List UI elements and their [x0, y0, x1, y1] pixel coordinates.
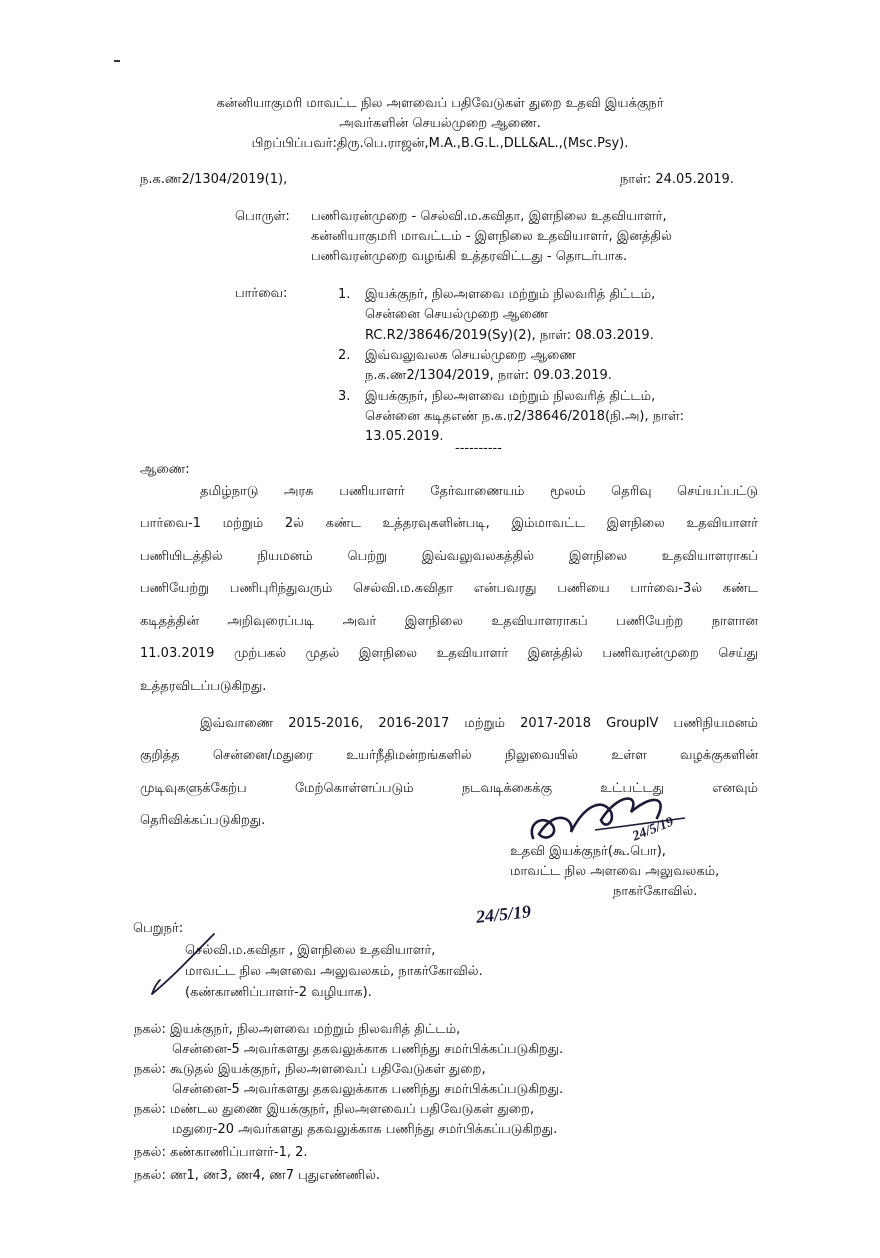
reference-line: RC.R2/38646/2019(Sy)(2), நாள்: 08.03.2019.	[365, 328, 654, 343]
reference-line: சென்னை செயல்முறை ஆணை	[365, 307, 549, 322]
officer-signature	[525, 778, 690, 850]
file-number: ந.க.ண2/1304/2019(1),	[140, 172, 288, 187]
reference-line: 13.05.2019.	[365, 429, 444, 444]
recipient-line: (கண்காணிப்பாளர்-2 வழியாக).	[185, 985, 372, 1000]
signatory-office: மாவட்ட நில அளவை அலுவலகம்,	[510, 864, 720, 879]
reference-line: இயக்குநர், நிலஅளவை மற்றும் நிலவரித் திட்டம்,	[365, 389, 656, 404]
reference-line: இவ்வலுவலக செயல்முறை ஆணை	[365, 348, 576, 363]
copy-to-line: நகல்: மண்டல துணை இயக்குநர், நிலஅளவைப் பதிவேடுகள் துறை,	[134, 1102, 535, 1117]
reference-number: 2.	[338, 348, 351, 363]
order-paragraph-line: தமிழ்நாடு அரசு பணியாளர் தேர்வாணையம் மூலம் தெரிவு செய்யப்பட்டு	[200, 484, 758, 499]
recipient-label: பெறுநர்:	[133, 921, 184, 936]
received-date-mark: 24/5/19	[475, 901, 532, 927]
copy-to-line: மதுரை-20 அவர்களது தகவலுக்காக பணிந்து சமர்பிக்கப்படுகிறது.	[172, 1122, 558, 1137]
header-line-2: அவர்களின் செயல்முறை ஆணை.	[339, 116, 541, 131]
subject-line: கன்னியாகுமரி மாவட்டம் - இளநிலை உதவியாளர், இனத்தில்	[311, 229, 672, 244]
copy-to-line: நகல்: இயக்குநர், நிலஅளவை மற்றும் நிலவரித் திட்டம்,	[134, 1022, 461, 1037]
issue-date: நாள்: 24.05.2019.	[620, 172, 734, 187]
order-paragraph-line: 11.03.2019 முற்பகல் முதல் இளநிலை உதவியாளர் இனத்தில் பணிவரன்முறை செய்து	[140, 646, 758, 661]
separator-dashes: ----------	[455, 441, 502, 456]
header-line-3: பிறப்பிப்பவர்:திரு.பெ.ராஜன்,M.A.,B.G.L.,DLL&AL.,(Msc.Psy).	[251, 136, 629, 151]
margin-mark	[114, 60, 120, 62]
reference-number: 3.	[338, 389, 351, 404]
order-paragraph-line: முடிவுகளுக்கேற்ப மேற்கொள்ளப்படும் நடவடிக்கைக்கு உட்பட்டது எனவும்	[140, 781, 758, 796]
references-label: பார்வை:	[235, 286, 288, 301]
copy-to-line: நகல்: கண்காணிப்பாளர்-1, 2.	[134, 1145, 308, 1160]
order-paragraph-line: இவ்வாணை 2015-2016, 2016-2017 மற்றும் 2017-2018 GroupIV பணிநியமனம்	[200, 716, 758, 731]
reference-number: 1.	[338, 287, 351, 302]
order-paragraph-line: பணியேற்று பணிபுரிந்துவரும் செல்வி.ம.கவிதா என்பவரது பணியை பார்வை-3ல் கண்ட	[140, 581, 758, 596]
reference-line: சென்னை கடிதஎண் ந.க.ர2/38646/2018(நி.அ), நாள்:	[365, 409, 685, 424]
signatory-place: நாகர்கோவில்.	[613, 884, 698, 899]
subject-line: பணிவரன்முறை - செல்வி.ம.கவிதா, இளநிலை உதவியாளர்,	[311, 209, 667, 224]
order-paragraph-line: குறித்த சென்னை/மதுரை உயர்நீதிமன்றங்களில் நிலுவையில் உள்ள வழக்குகளின்	[140, 748, 758, 763]
subject-line: பணிவரன்முறை வழங்கி உத்தரவிட்டது - தொடர்பாக.	[311, 249, 628, 264]
recipient-line: மாவட்ட நில அளவை அலுவலகம், நாகர்கோவில்.	[185, 964, 483, 979]
order-paragraph-line: தெரிவிக்கப்படுகிறது.	[140, 813, 266, 828]
copy-to-line: நகல்: ண1, ண3, ண4, ண7 புதுஎண்ணில்.	[134, 1168, 381, 1183]
header-line-1: கன்னியாகுமரி மாவட்ட நில அளவைப் பதிவேடுகள் துறை உதவி இயக்குநர்	[216, 96, 664, 111]
order-heading: ஆணை:	[140, 462, 190, 477]
copy-to-line: நகல்: கூடுதல் இயக்குநர், நிலஅளவைப் பதிவேடுகள் துறை,	[134, 1062, 486, 1077]
copy-to-line: சென்னை-5 அவர்களது தகவலுக்காக பணிந்து சமர்பிக்கப்படுகிறது.	[172, 1082, 564, 1097]
order-paragraph-line: பார்வை-1 மற்றும் 2ல் கண்ட உத்தரவுகளின்படி, இம்மாவட்ட இளநிலை உதவியாளர்	[140, 516, 758, 531]
order-paragraph-line: கடிதத்தின் அறிவுரைப்படி அவர் இளநிலை உதவியாளராகப் பணியேற்ற நாளான	[140, 614, 758, 629]
recipient-line: செல்வி.ம.கவிதா , இளநிலை உதவியாளர்,	[185, 943, 436, 958]
subject-label: பொருள்:	[235, 209, 290, 224]
reference-line: இயக்குநர், நிலஅளவை மற்றும் நிலவரித் திட்டம்,	[365, 287, 656, 302]
reference-line: ந.க.ண2/1304/2019, நாள்: 09.03.2019.	[365, 368, 612, 383]
order-paragraph-line: பணியிடத்தில் நியமனம் பெற்று இவ்வலுவலகத்தில் இளநிலை உதவியாளராகப்	[140, 549, 758, 564]
signature-date: 24/5/19	[630, 814, 676, 845]
copy-to-line: சென்னை-5 அவர்களது தகவலுக்காக பணிந்து சமர்பிக்கப்படுகிறது.	[172, 1042, 564, 1057]
order-paragraph-line: உத்தரவிடப்படுகிறது.	[140, 679, 267, 694]
signatory-designation: உதவி இயக்குநர்(கூ.பொ),	[510, 844, 666, 859]
